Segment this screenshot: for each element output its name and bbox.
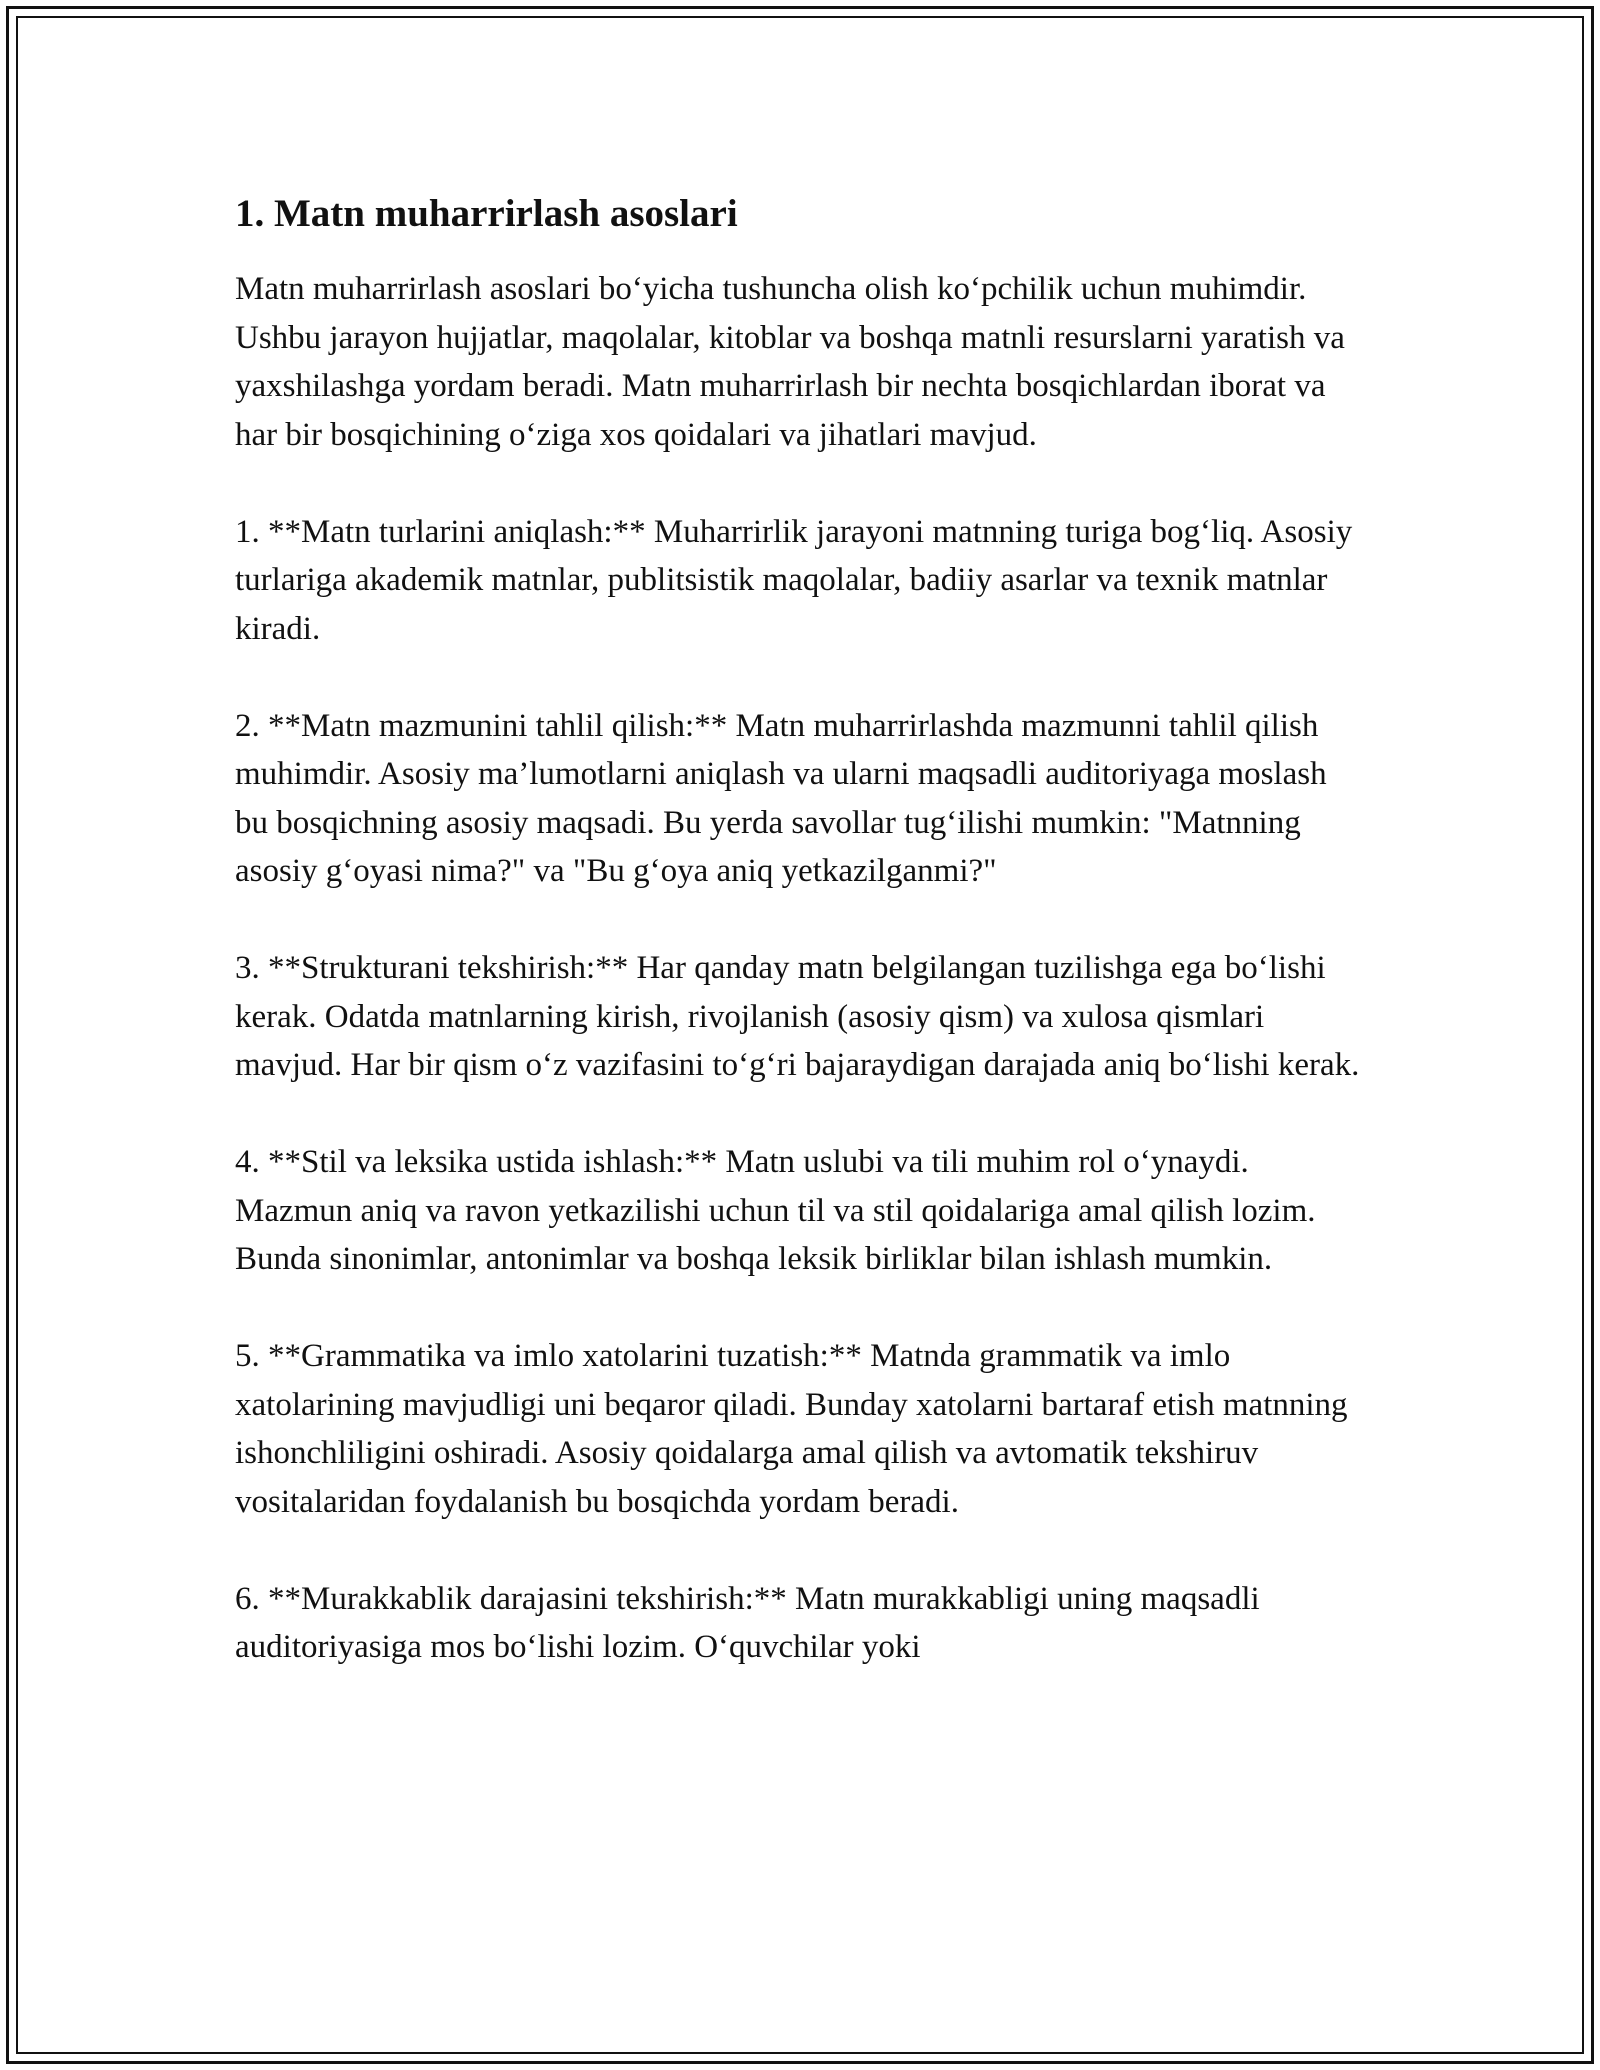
list-item-5: 5. **Grammatika va imlo xatolarini tuzatish:** Matnda grammatik va imlo xatolarining mavjudligi uni beqaror qiladi. Bunday xatolarni bartaraf etish matnning ishonchliligini oshiradi. Asosiy qoidalarga amal qilish va avtomatik tekshiruv vositalaridan foydalanish bu bosqichda yordam beradi. <box>235 1338 1348 1520</box>
document-body <box>235 185 1365 1720</box>
list-item-3: 3. **Strukturani tekshirish:** Har qanday matn belgilangan tuzilishga ega bo‘lishi kerak. Odatda matnlarning kirish, rivojlanish (asosiy qism) va xulosa qismlari mavjud. Har bir qism o‘z vazifasini to‘g‘ri bajaraydigan darajada aniq bo‘lishi kerak. <box>235 950 1360 1083</box>
list-item-2: 2. **Matn mazmunini tahlil qilish:** Matn muharrirlashda mazmunni tahlil qilish muhimdir. Asosiy ma’lumotlarni aniqlash va ularni maqsadli auditoriyaga moslash bu bosqichning asosiy maqsadi. Bu yerda savollar tug‘ilishi mumkin: "Matnning asosiy g‘oyasi nima?" va "Bu g‘oya aniq yetkazilganmi?" <box>235 707 1327 889</box>
list-item-4: 4. **Stil va leksika ustida ishlash:** Matn uslubi va tili muhim rol o‘ynaydi. Mazmun aniq va ravon yetkazilishi uchun til va stil qoidalariga amal qilish lozim. Bunda sinonimlar, antonimlar va boshqa leksik birliklar bilan ishlash mumkin. <box>235 1144 1316 1277</box>
intro-paragraph: Matn muharrirlash asoslari bo‘yicha tushuncha olish ko‘pchilik uchun muhimdir. Ushbu jarayon hujjatlar, maqolalar, kitoblar va boshqa matnli resurslarni yaratish va yaxshilashga yordam beradi. Matn muharrirlash bir nechta bosqichlardan iborat va har bir bosqichining o‘ziga xos qoidalari va jihatlari mavjud. <box>235 271 1345 453</box>
section-heading: 1. Matn muharrirlash asoslari <box>235 192 738 235</box>
list-item-1: 1. **Matn turlarini aniqlash:** Muharrirlik jarayoni matnning turiga bog‘liq. Asosiy turlariga akademik matnlar, publitsistik maqolalar, badiiy asarlar va texnik matnlar kiradi. <box>235 513 1353 647</box>
list-item-6: 6. **Murakkablik darajasini tekshirish:** Matn murakkabligi uning maqsadli auditoriyasiga mos bo‘lishi lozim. O‘quvchilar yoki <box>235 1580 1260 1665</box>
